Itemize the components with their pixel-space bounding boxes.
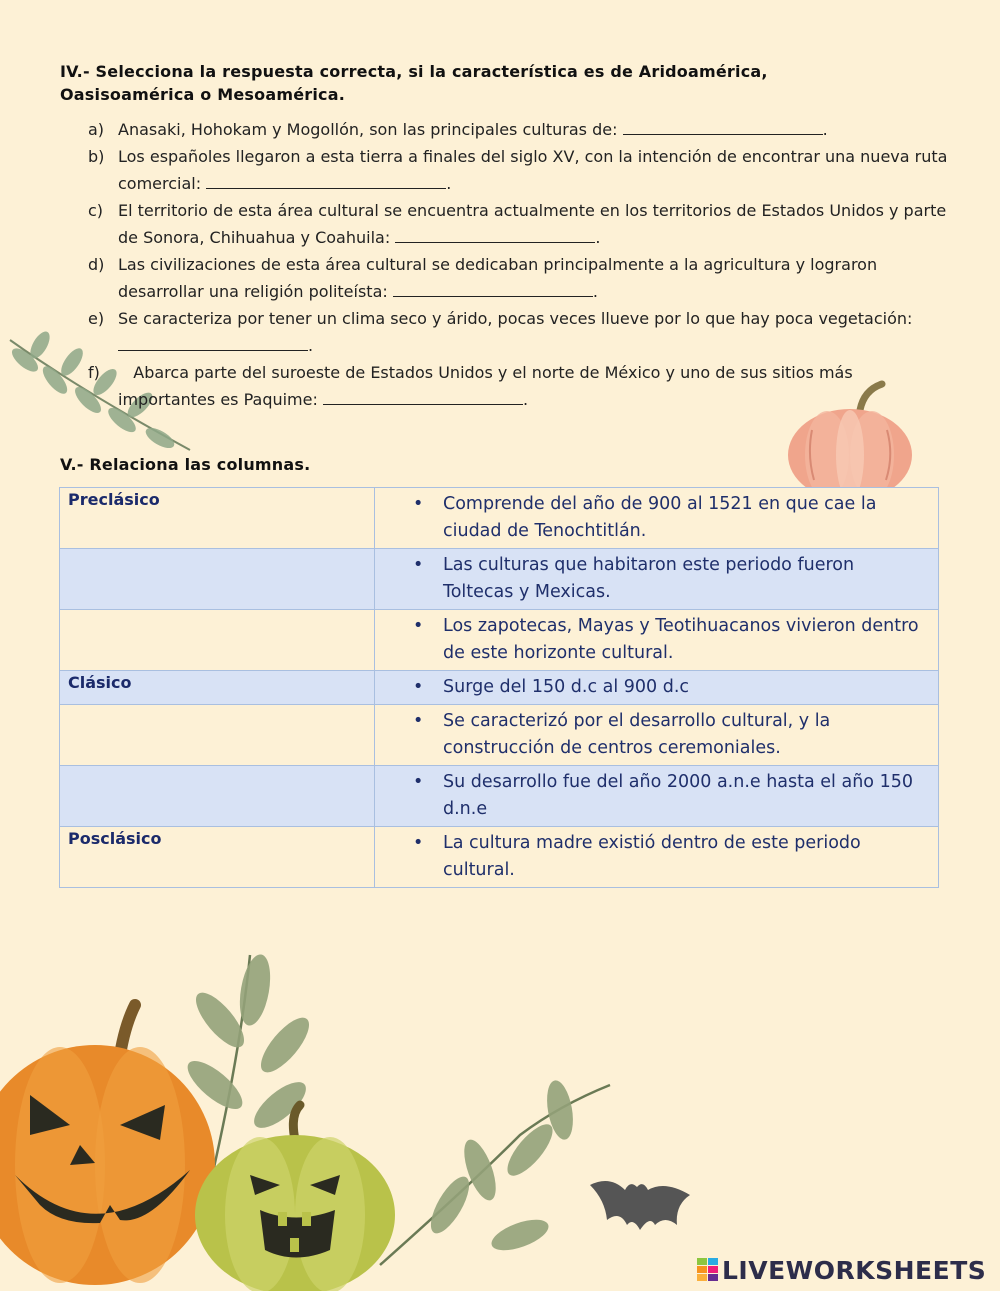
answer-blank[interactable] [206, 173, 446, 189]
question-list [88, 116, 948, 413]
question-text: El territorio de esta área cultural se encuentra actualmente en los territorios de Estados Unidos y parte de Sonora, Chihuahua y Coahuila: [118, 201, 947, 247]
table-row [60, 705, 939, 766]
description-cell [375, 671, 939, 705]
question-text: Anasaki, Hohokam y Mogollón, son las principales culturas de: [118, 120, 618, 139]
period-label: Preclásico [68, 490, 160, 509]
description-text: Los zapotecas, Mayas y Teotihuacanos vivieron dentro de este horizonte cultural. [443, 616, 919, 663]
question-end: . [446, 174, 452, 193]
table-row [60, 549, 939, 610]
answer-blank[interactable] [623, 119, 823, 135]
question-text: Abarca parte del suroeste de Estados Unidos y el norte de México y uno de sus sitios más importantes es Paquime: [118, 363, 858, 409]
period-cell[interactable] [60, 827, 375, 888]
bat-icon [585, 1165, 695, 1250]
liveworksheets-logo-icon [697, 1258, 719, 1282]
description-cell [375, 766, 939, 827]
question-letter: a) [88, 120, 105, 139]
question-letter: c) [88, 201, 104, 220]
bullet-icon: • [413, 555, 424, 575]
question-item [88, 197, 948, 251]
description-text: Comprende del año de 900 al 1521 en que cae la ciudad de Tenochtitlán. [443, 494, 877, 541]
period-cell[interactable] [60, 488, 375, 549]
question-item [88, 251, 948, 305]
bullet-icon: • [413, 772, 424, 792]
period-cell[interactable] [60, 549, 375, 610]
logo-text: LIVEWORKSHEETS [722, 1256, 987, 1285]
question-letter: b) [88, 147, 105, 166]
description-text: Las culturas que habitaron este periodo fueron Toltecas y Mexicas. [443, 555, 855, 602]
question-end: . [595, 228, 601, 247]
question-letter: e) [88, 309, 105, 328]
bullet-icon: • [413, 833, 424, 853]
answer-blank[interactable] [393, 281, 593, 297]
question-item [88, 116, 948, 143]
period-label: Clásico [68, 673, 132, 692]
green-pumpkin-icon [190, 1100, 405, 1291]
question-end: . [308, 336, 314, 355]
question-letter: f) [88, 363, 100, 382]
bullet-icon: • [413, 677, 424, 697]
period-cell[interactable] [60, 766, 375, 827]
answer-blank[interactable] [323, 389, 523, 405]
question-text: Las civilizaciones de esta área cultural se dedicaban principalmente a la agricultura y lograron desarrollar una religión politeísta: [118, 255, 878, 301]
bullet-icon: • [413, 711, 424, 731]
question-end: . [522, 390, 529, 409]
description-text: Su desarrollo fue del año 2000 a.n.e hasta el año 150 d.n.e [443, 772, 913, 819]
table-row [60, 827, 939, 888]
question-text: Los españoles llegaron a esta tierra a finales del siglo XV, con la intención de encontrar una nueva ruta comercial: [118, 147, 948, 193]
table-row [60, 766, 939, 827]
description-cell [375, 705, 939, 766]
question-end: . [822, 120, 828, 139]
period-cell[interactable] [60, 671, 375, 705]
description-cell [375, 549, 939, 610]
table-row [60, 671, 939, 705]
description-text: Surge del 150 d.c al 900 d.c [443, 677, 690, 697]
bullet-icon: • [413, 494, 424, 514]
section-5-heading: V.- Relaciona las columnas. [60, 455, 311, 474]
answer-blank[interactable] [395, 227, 595, 243]
answer-blank[interactable] [118, 335, 308, 351]
match-columns-table [59, 487, 939, 888]
question-item [88, 359, 948, 413]
jack-o-lantern-icon [0, 995, 220, 1291]
question-end: . [592, 282, 598, 301]
question-text: Se caracteriza por tener un clima seco y árido, pocas veces llueve por lo que hay poca vegetación: [118, 309, 913, 328]
table-row [60, 488, 939, 549]
liveworksheets-logo[interactable] [697, 1256, 986, 1285]
bullet-icon: • [413, 616, 424, 636]
description-cell [375, 610, 939, 671]
question-item [88, 143, 948, 197]
period-label: Posclásico [68, 829, 162, 848]
description-text: Se caracterizó por el desarrollo cultural, y la construcción de centros ceremoniales. [443, 711, 831, 758]
question-item [88, 305, 948, 359]
period-cell[interactable] [60, 610, 375, 671]
period-cell[interactable] [60, 705, 375, 766]
question-letter: d) [88, 255, 105, 274]
description-cell [375, 488, 939, 549]
section-4-heading: IV.- Selecciona la respuesta correcta, si la característica es de Aridoamérica, Oasisoamérica o Mesoamérica. [60, 62, 768, 104]
table-row [60, 610, 939, 671]
description-text: La cultura madre existió dentro de este periodo cultural. [443, 833, 861, 880]
description-cell [375, 827, 939, 888]
